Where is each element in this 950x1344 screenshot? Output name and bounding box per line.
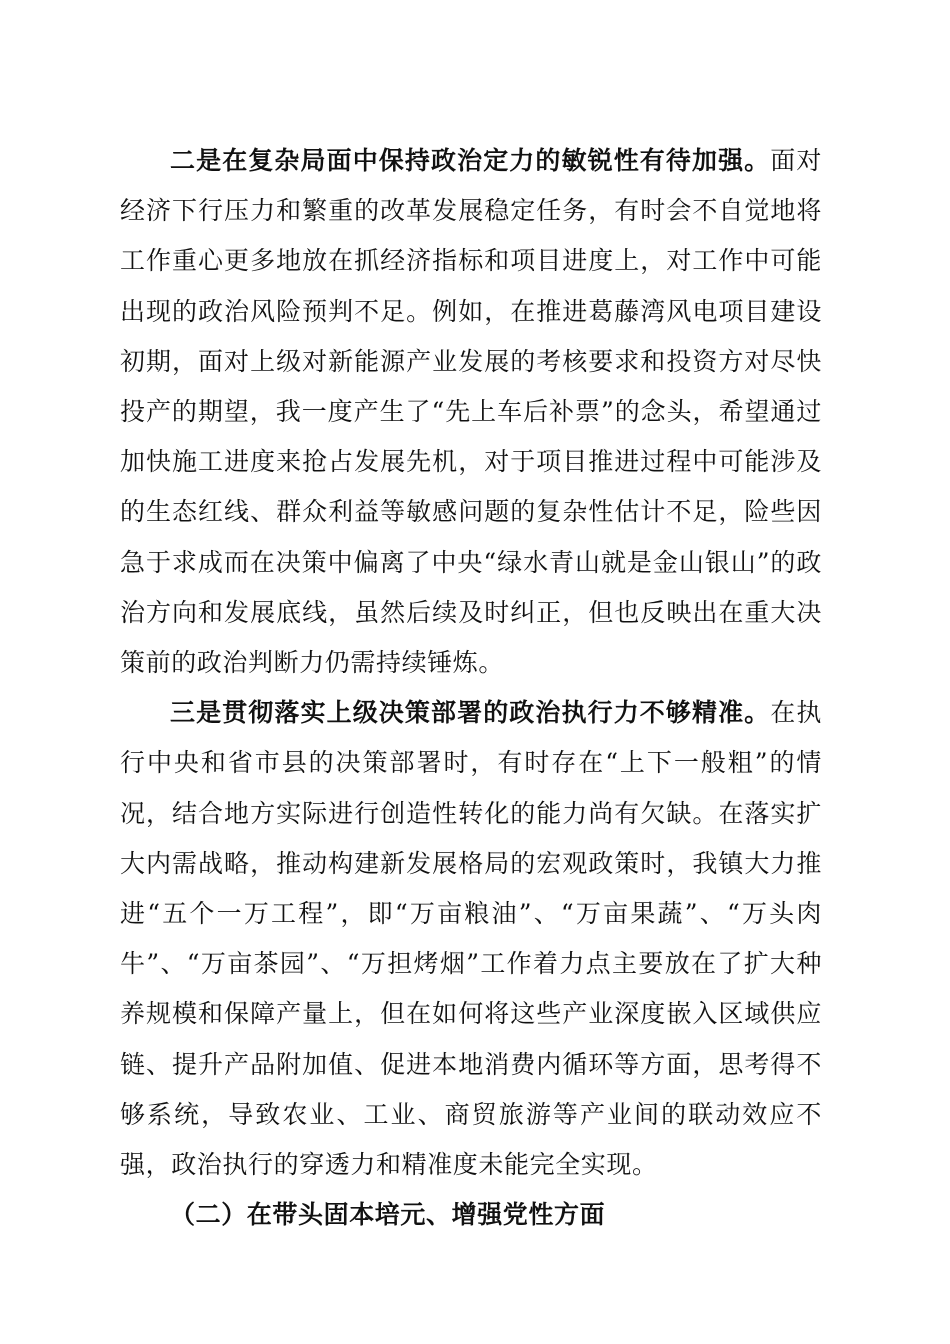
paragraph-body-text: 面对经济下行压力和繁重的改革发展稳定任务，有时会不自觉地将工作重心更多地放在抓经济指标和项目进度上，对工作中可能出现的政治风险预判不足。例如，在推进葛藤湾风电项目建设初期，面对上级对新能源产业发展的考核要求和投资方对尽快投产的期望，我一度产生了“先上车后补票”的念头，希望通过加快施工进度来抢占发展先机，对于项目推进过程中可能涉及的生态红线、群众利益等敏感问题的复杂性估计不足，险些因急于求成而在决策中偏离了中央“绿水青山就是金山银山”的政治方向和发展底线，虽然后续及时纠正，但也反映出在重大决策前的政治判断力仍需持续锤炼。 [120, 146, 822, 678]
paragraph-political-execution [120, 688, 822, 1190]
paragraph-political-sensitivity [120, 136, 822, 688]
paragraph-body-text: 在执行中央和省市县的决策部署时，有时存在“上下一般粗”的情况，结合地方实际进行创造性转化的能力尚有欠缺。在落实扩大内需战略，推动构建新发展格局的宏观政策时，我镇大力推进“五个一万工程”，即“万亩粮油”、“万亩果蔬”、“万头肉牛”、“万亩茶园”、“万担烤烟”工作着力点主要放在了扩大种养规模和保障产量上，但在如何将这些产业深度嵌入区域供应链、提升产品附加值、促进本地消费内循环等方面，思考得不够系统，导致农业、工业、商贸旅游等产业间的联动效应不强，政治执行的穿透力和精准度未能完全实现。 [120, 698, 822, 1180]
section-heading: （二）在带头固本培元、增强党性方面 [170, 1200, 606, 1230]
paragraph-lead-heading: 二是在复杂局面中保持政治定力的敏锐性有待加强。 [170, 146, 771, 175]
document-body [120, 136, 822, 1240]
paragraph-lead-heading: 三是贯彻落实上级决策部署的政治执行力不够精准。 [170, 698, 771, 728]
